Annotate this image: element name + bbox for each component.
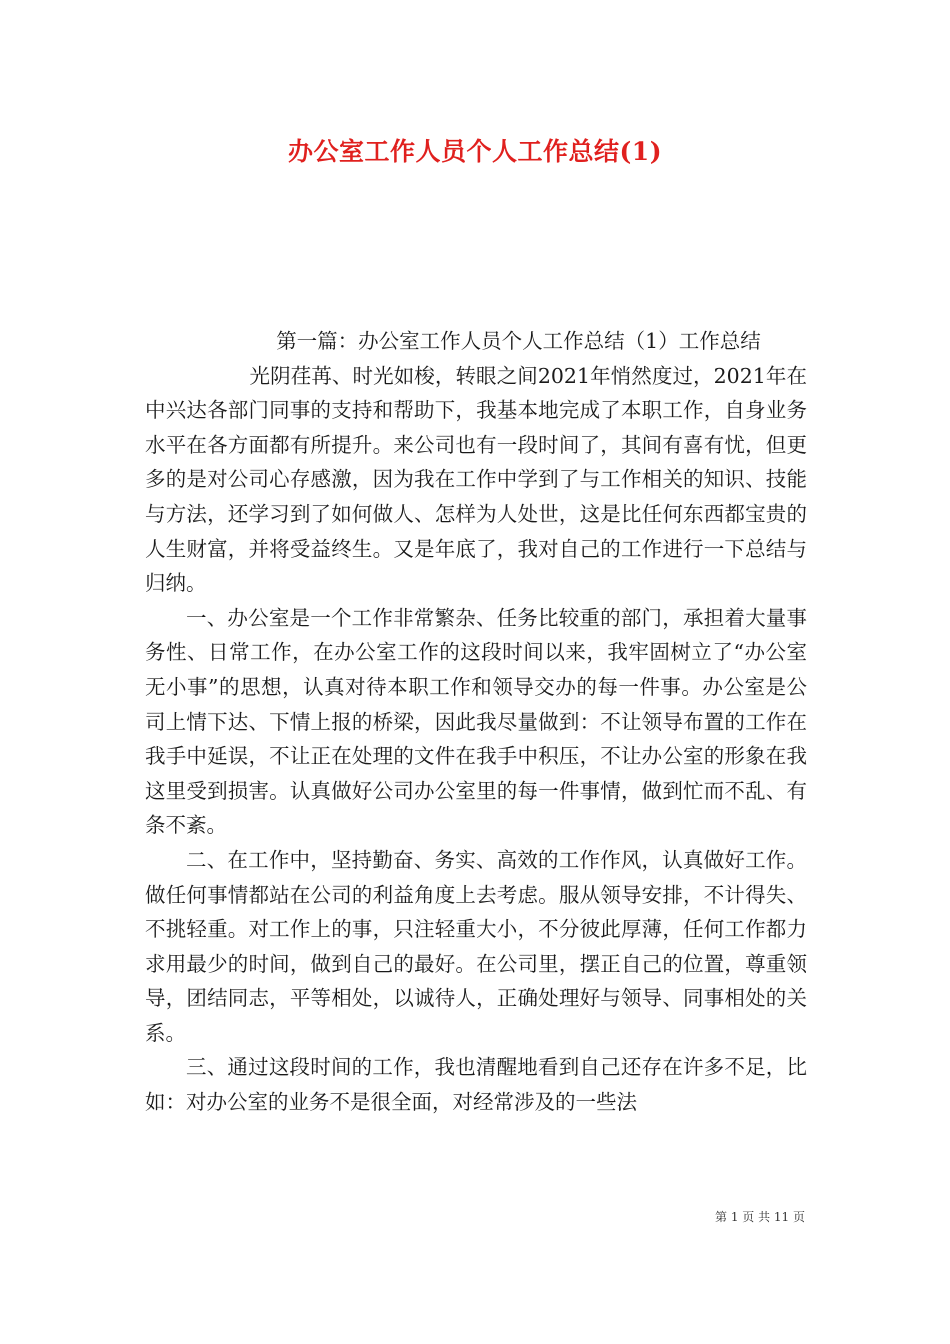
document-title: 办公室工作人员个人工作总结(1) <box>287 137 663 166</box>
paragraph-intro: 光阴荏苒、时光如梭，转眼之间2021年悄然度过，2021年在中兴达各部门同事的支持和帮助下，我基本地完成了本职工作，自身业务水平在各方面都有所提升。来公司也有一段时间了，其间有喜有忧，但更多的是对公司心存感激，因为我在工作中学到了与工作相关的知识、技能与方法，还学习到了如何做人、怎样为人处世，这是比任何东西都宝贵的人生财富，并将受益终生。又是年底了，我对自己的工作进行一下总结与归纳。 <box>145 363 807 596</box>
page-number: 第 1 页 共 11 页 <box>715 1210 805 1224</box>
paragraph-section-1: 一、办公室是一个工作非常繁杂、任务比较重的部门，承担着大量事务性、日常工作，在办公室工作的这段时间以来，我牢固树立了“办公室无小事”的思想，认真对待本职工作和领导交办的每一件事。办公室是公司上情下达、下情上报的桥梁，因此我尽量做到：不让领导布置的工作在我手中延误，不让正在处理的文件在我手中积压，不让办公室的形象在我这里受到损害。认真做好公司办公室里的每一件事情，做到忙而不乱、有条不紊。 <box>145 605 807 838</box>
paragraph-section-2: 二、在工作中，坚持勤奋、务实、高效的工作作风，认真做好工作。做任何事情都站在公司的利益角度上去考虑。服从领导安排，不计得失、不挑轻重。对工作上的事，只注轻重大小，不分彼此厚薄，任何工作都力求用最少的时间，做到自己的最好。在公司里，摆正自己的位置，尊重领导，团结同志，平等相处，以诚待人，正确处理好与领导、同事相处的关系。 <box>145 847 807 1045</box>
paragraph-section-3: 三、通过这段时间的工作，我也清醒地看到自己还存在许多不足，比如：对办公室的业务不是很全面，对经常涉及的一些法 <box>145 1055 807 1115</box>
document-body <box>145 324 807 1120</box>
paragraph-heading: 第一篇：办公室工作人员个人工作总结（1）工作总结 <box>276 329 761 353</box>
